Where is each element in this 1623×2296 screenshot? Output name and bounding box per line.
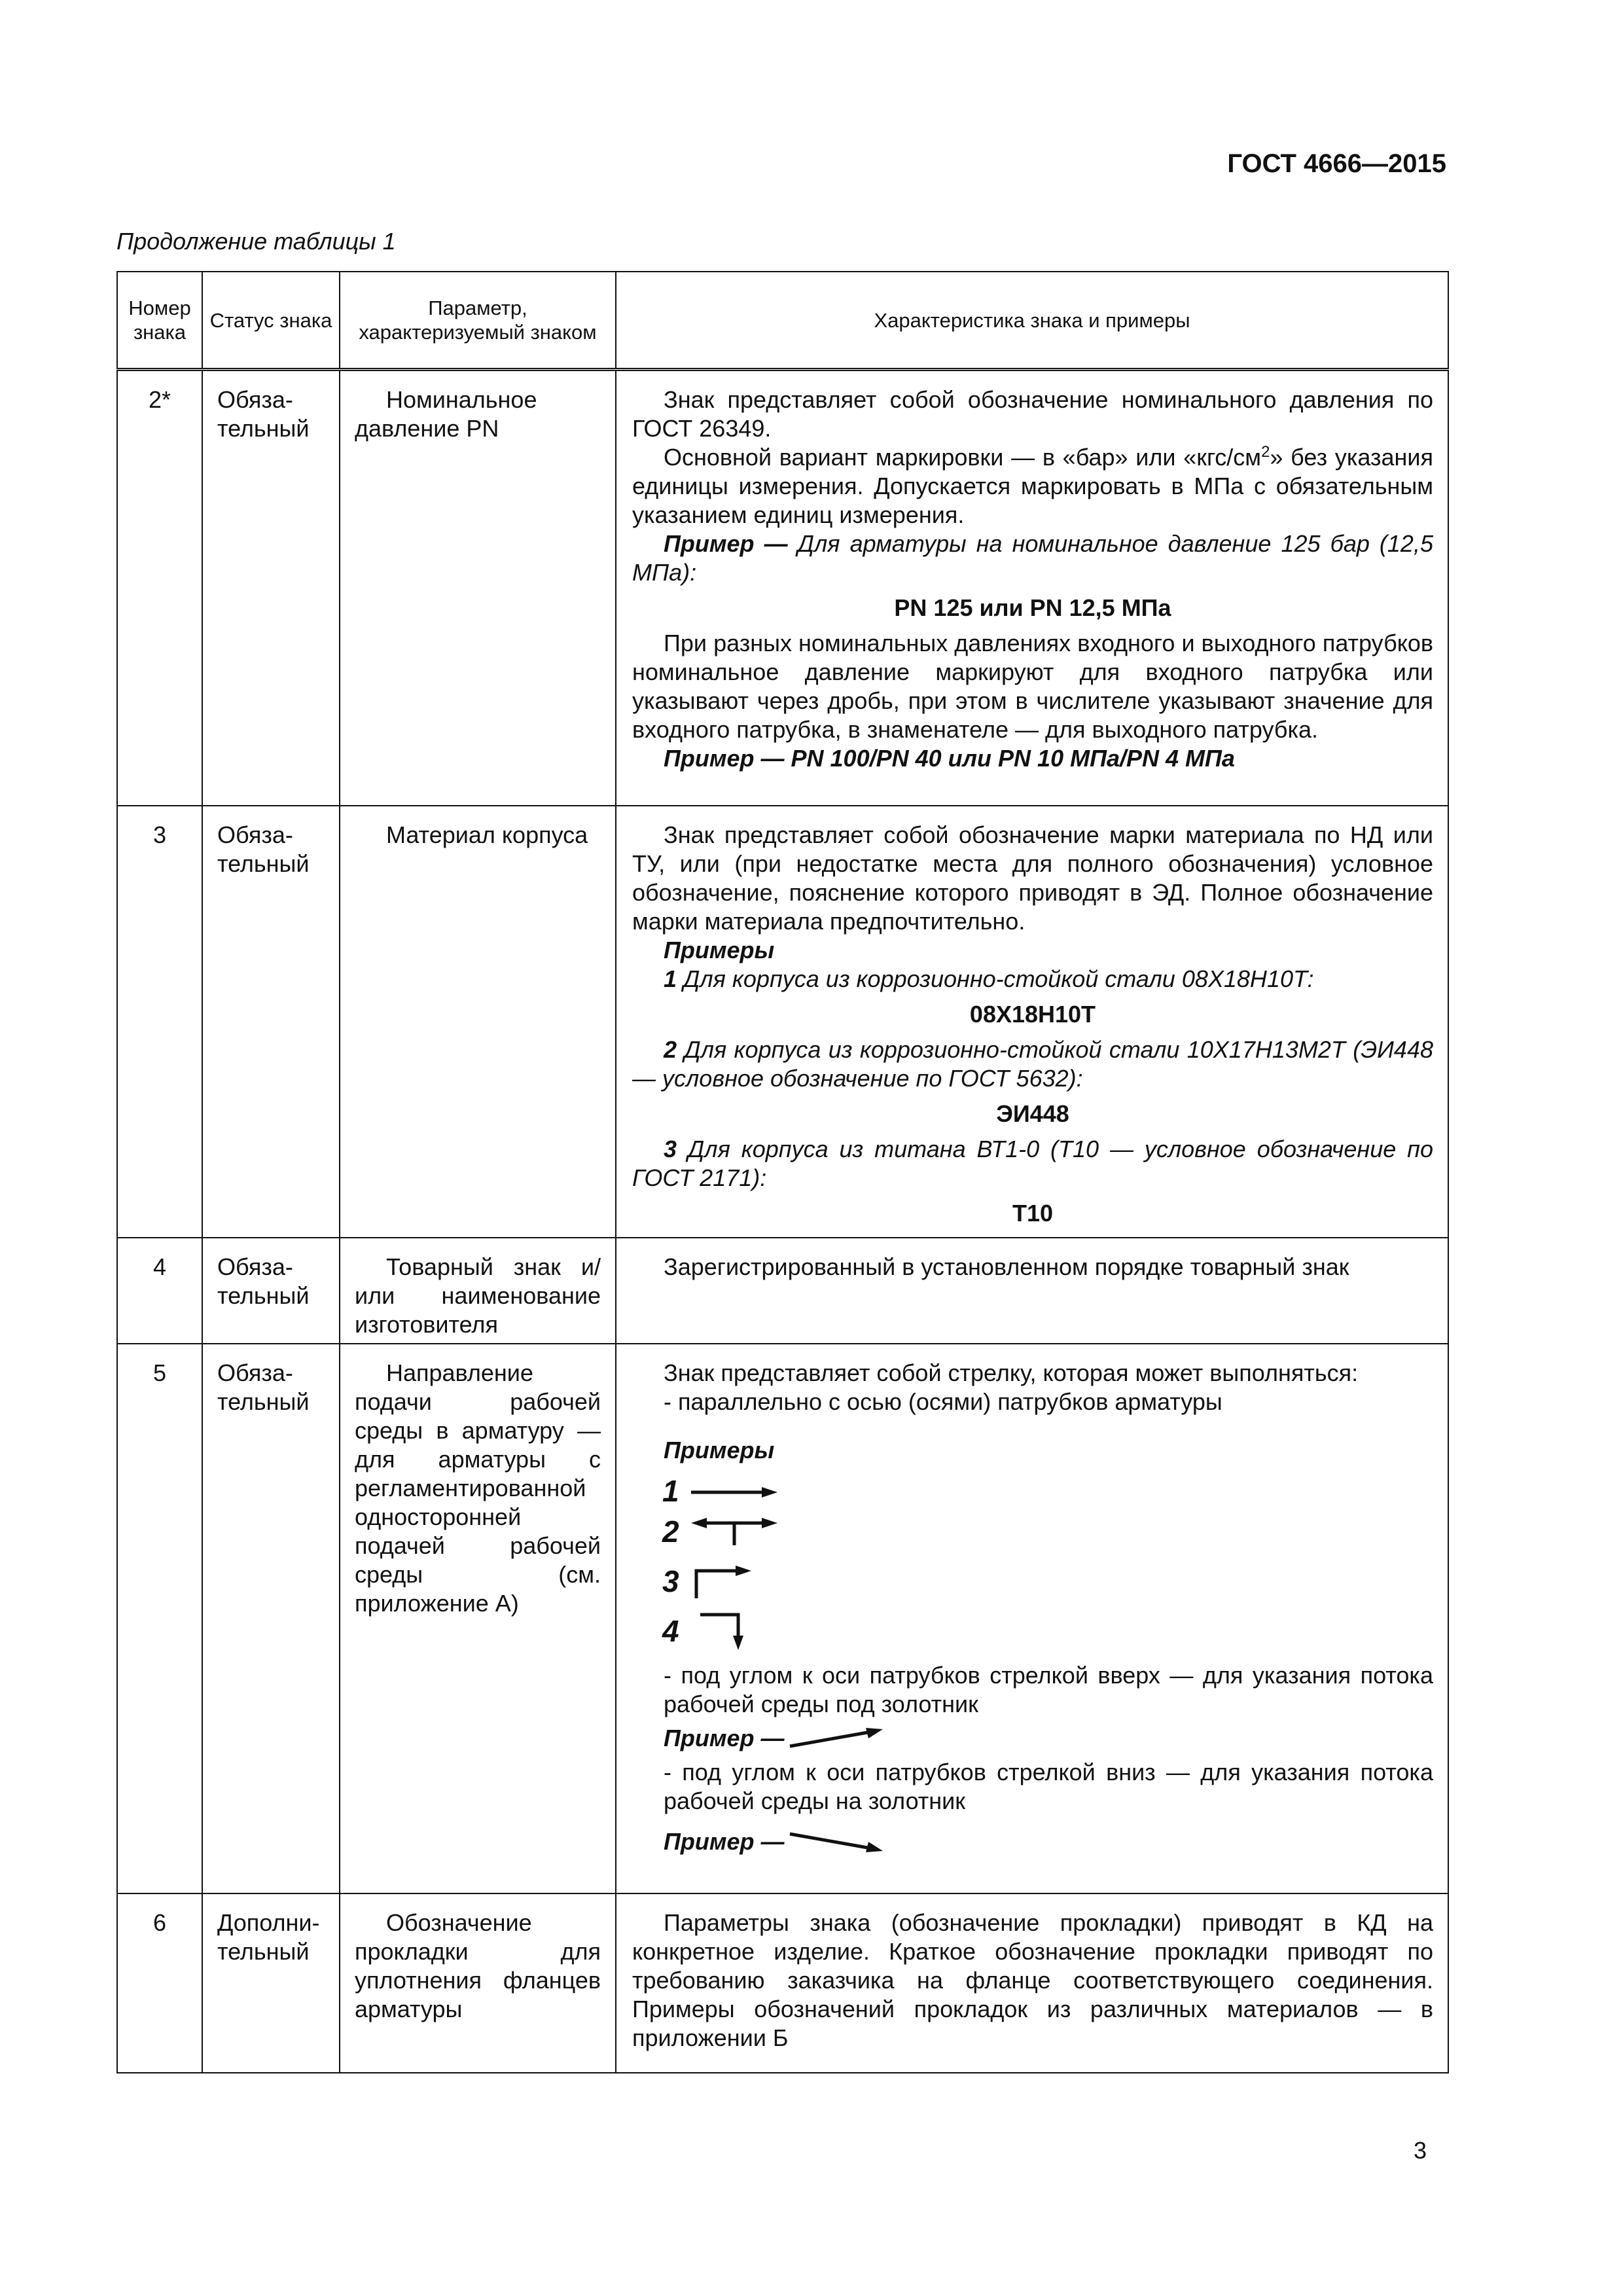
example-number: 3 [664,1135,677,1162]
table-row [117,370,1448,806]
column-header-status: Статус знака [202,272,340,370]
example-value: 08Х18Н10Т [969,1000,1096,1028]
table-caption: Продолжение таблицы 1 [116,228,396,255]
examples-label: Примеры [664,936,775,963]
corner-arrow-down-icon [688,1609,780,1653]
arrow-right-icon [688,1478,780,1504]
text-span: » без указания единицы измерения. Допускается маркировать в МПа с обязательным указанием единиц измерения. [632,444,1433,528]
sign-description [616,1238,1448,1344]
example-number: 4 [662,1613,679,1648]
table-row [117,1893,1448,2073]
example-paragraph [632,529,1433,587]
table-row [117,806,1448,1238]
sign-description [616,1344,1448,1893]
param-text: Товарный знак и/или наименование изготовителя [355,1253,601,1338]
example-label: Пример — [664,1724,785,1751]
sign-parameter [340,806,616,1238]
page-number: 3 [1414,2137,1427,2164]
desc-paragraph: При разных номинальных давлениях входного и выходного патрубков номинальное давление маркируют для входного патрубка или указывают через дробь, при этом в числителе указывают значение для входного патрубка, в знаменателе — для выходного патрубка. [632,630,1433,743]
example-paragraph [632,1035,1433,1093]
example-text: Для корпуса из титана ВТ1-0 (Т10 — условное обозначение по ГОСТ 2171): [632,1135,1433,1191]
param-text: Номинальное давление PN [355,386,537,442]
sign-description [616,370,1448,806]
desc-paragraph: - под углом к оси патрубков стрелкой вверх — для указания потока рабочей среды под золотник [664,1661,1433,1717]
example-text: Для корпуса из коррозионно-стойкой стали 08Х18Н10Т: [677,965,1314,992]
sign-number: 2* [117,370,202,806]
example-label: Пример — [664,530,788,557]
desc-paragraph [632,443,1433,529]
param-text: Обозначение прокладки для уплотнения фланцев арматуры [355,1909,601,2022]
desc-paragraph: Знак представляет собой обозначение марки материала по НД или ТУ, или (при недостатке места для полного обозначения) условное обозначение, пояснение которого приводят в ЭД. Полное обозначение марки материала предпочтительно. [632,821,1433,935]
desc-paragraph: Зарегистрированный в установленном порядке товарный знак [664,1253,1349,1280]
example-arrow-up [632,1719,1433,1758]
sign-status: Обяза-тельный [202,1344,340,1893]
examples-label: Примеры [664,1436,775,1463]
arrow-example-3 [662,1558,1433,1605]
sign-description [616,1893,1448,2073]
arrow-example-4 [662,1607,1433,1655]
document-code: ГОСТ 4666—2015 [1227,149,1446,178]
sign-parameter [340,370,616,806]
sign-parameter [340,1238,616,1344]
corner-arrow-icon [688,1563,780,1600]
double-arrow-icon [688,1515,780,1548]
example-number: 1 [662,1473,679,1508]
column-header-num: Номер знака [117,272,202,370]
example-number: 2 [664,1035,677,1063]
sign-number: 4 [117,1238,202,1344]
example-text: Для корпуса из коррозионно-стойкой стали 10Х17Н13М2Т (ЭИ448 — условное обозначение по ГОСТ 5632): [632,1035,1433,1092]
example-value: Т10 [1012,1199,1054,1227]
designation-table [116,271,1449,2073]
example-number: 2 [662,1514,679,1549]
sign-status: Дополни-тельный [202,1893,340,2073]
arrow-example-2 [662,1508,1433,1555]
desc-paragraph: - под углом к оси патрубков стрелкой вниз — для указания потока рабочей среды на золотник [664,1758,1433,1814]
diagonal-arrow-down-icon [785,1829,889,1855]
param-text: Материал корпуса [386,821,588,848]
column-header-param: Параметр, характеризуемый знаком [340,272,616,370]
sign-number: 6 [117,1893,202,2073]
sign-status: Обяза-тельный [202,806,340,1238]
param-text: Направление подачи рабочей среды в арматуру — для арматуры с регламентированной односторонней подачей рабочей среды (см. приложение А) [355,1359,601,1617]
desc-paragraph: Знак представляет собой стрелку, которая может выполняться: [664,1359,1359,1386]
desc-paragraph: Параметры знака (обозначение прокладки) приводят в КД на конкретное изделие. Краткое обозначение прокладки приводят по требованию заказчика на фланце соответствующего соединения. Примеры обозначений прокладок из различных материалов — в приложении Б [632,1909,1433,2051]
desc-paragraph: Знак представляет собой обозначение номинального давления по ГОСТ 26349. [632,386,1433,442]
sign-parameter [340,1344,616,1893]
example-paragraph: Пример — PN 100/PN 40 или PN 10 МПа/PN 4 МПа [664,745,1235,772]
example-value: ЭИ448 [996,1100,1069,1127]
sign-description [616,806,1448,1238]
sign-parameter [340,1893,616,2073]
desc-paragraph: - параллельно с осью (осями) патрубков арматуры [664,1388,1222,1415]
sign-number: 5 [117,1344,202,1893]
example-text: Для арматуры на номинальное давление 125 бар (12,5 МПа): [632,530,1433,586]
example-number: 1 [664,965,677,992]
superscript: 2 [1261,443,1270,461]
example-paragraph [632,965,1433,994]
sign-status: Обяза-тельный [202,370,340,806]
table-row [117,1238,1448,1344]
example-label: Пример — [664,1827,785,1855]
example-value: PN 125 или PN 12,5 МПа [894,594,1171,621]
table-header-row [117,272,1448,370]
diagonal-arrow-up-icon [785,1725,889,1751]
example-arrow-down [632,1822,1433,1861]
column-header-desc: Характеристика знака и примеры [616,272,1448,370]
example-number: 3 [662,1564,679,1598]
sign-status: Обяза-тельный [202,1238,340,1344]
table-row [117,1344,1448,1893]
sign-number: 3 [117,806,202,1238]
example-paragraph [632,1135,1433,1193]
text-span: Основной вариант маркировки — в «бар» или «кгс/см [664,444,1262,471]
